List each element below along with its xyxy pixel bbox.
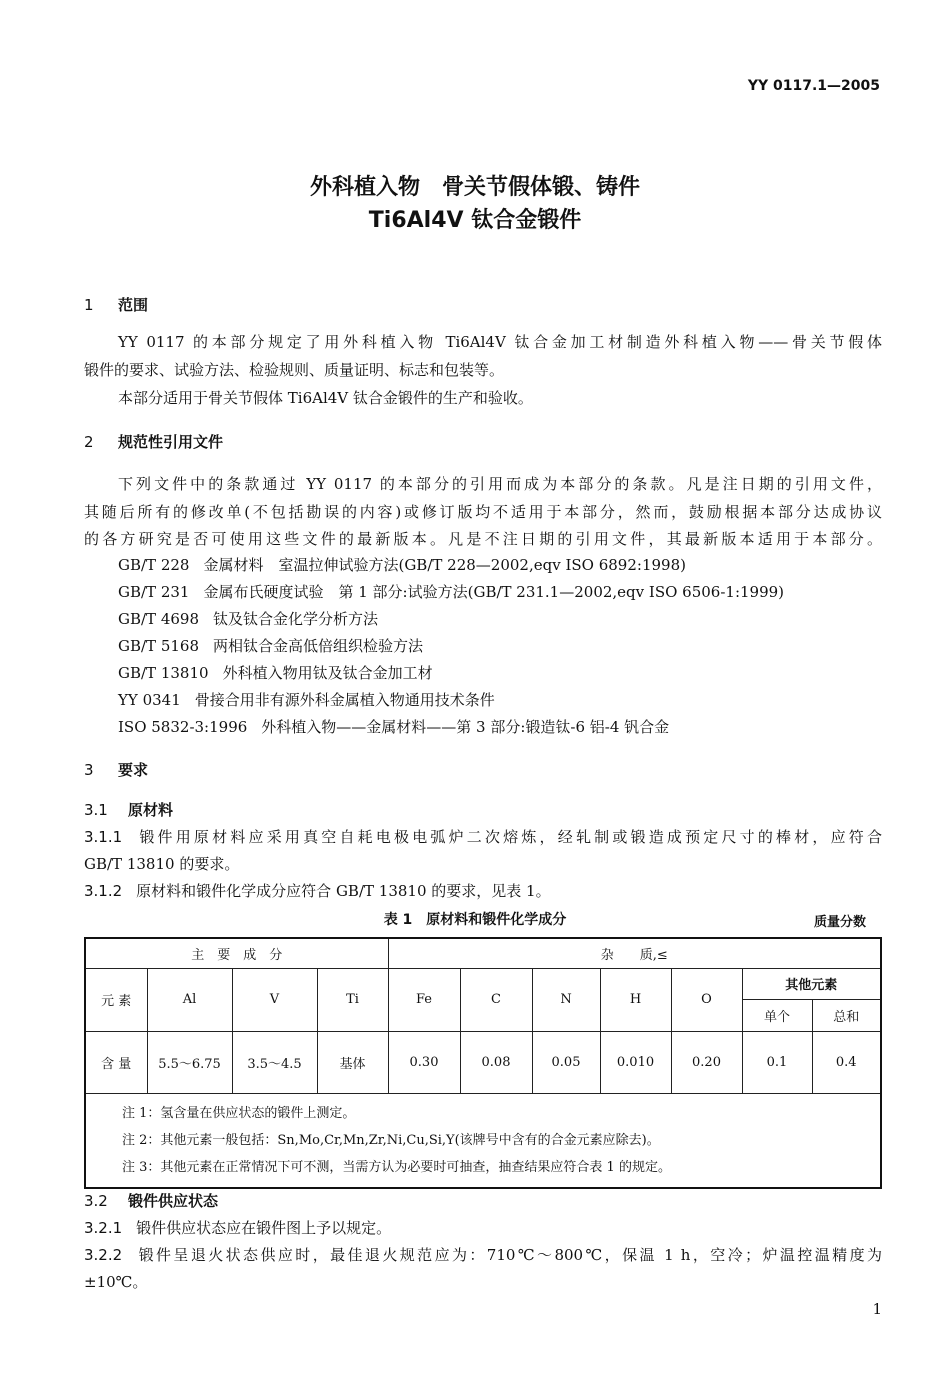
reference-item (118, 554, 686, 575)
reference-code: GB/T 5168 (118, 637, 200, 655)
table-note: 注 1：氢含量在供应状态的锻件上测定。 (122, 1105, 356, 1121)
paragraph-line: GB/T 13810 的要求。 (84, 855, 240, 873)
reference-code: GB/T 13810 (118, 664, 209, 682)
header-cell: Fe (388, 968, 460, 1031)
value-cell: 3.5～4.5 (232, 1031, 317, 1093)
header-cell: N (532, 968, 600, 1031)
section-number: 3.2 (84, 1192, 108, 1210)
standard-number: YY 0117.1—2005 (747, 78, 880, 94)
header-cell: Al (147, 968, 232, 1031)
clause-number: 3.1.2 (84, 882, 123, 900)
reference-title: 外科植入物——金属材料——第 3 部分:锻造钛-6 铝-4 钒合金 (261, 718, 670, 736)
paragraph-line: ±10℃。 (84, 1273, 148, 1291)
reference-code: GB/T 231 (118, 583, 190, 601)
clause-3-1-1 (84, 826, 882, 847)
document-title-line-1: 外科植入物 骨关节假体锻、铸件 (309, 175, 640, 200)
reference-code: ISO 5832-3:1996 (118, 718, 248, 736)
clause-number: 3.1.1 (84, 828, 123, 846)
paragraph-line: 的各方研究是否可使用这些文件的最新版本。凡是不注日期的引用文件，其最新版本适用于本部分。 (84, 530, 882, 548)
section-title: 锻件供应状态 (128, 1192, 219, 1210)
header-total: 总和 (812, 999, 881, 1031)
clause-text: 锻件供应状态应在锻件图上予以规定。 (136, 1219, 392, 1237)
value-cell: 基体 (317, 1031, 388, 1093)
reference-code: YY 0341 (118, 691, 181, 709)
reference-title: 外科植入物用钛及钛合金加工材 (222, 664, 433, 682)
reference-title: 金属材料 室温拉伸试验方法(GB/T 228—2002,eqv ISO 6892:1998) (203, 556, 686, 574)
clause-number: 3.2.1 (84, 1219, 123, 1237)
section-title: 范围 (118, 296, 149, 314)
table-unit: 质量分数 (813, 915, 866, 930)
value-cell: 0.05 (532, 1031, 600, 1093)
clause-text: 锻件呈退火状态供应时，最佳退火规范应为：710℃～800℃，保温 1 h，空冷；炉温控温精度为 (136, 1246, 882, 1264)
reference-title: 两相钛合金高低倍组织检验方法 (213, 637, 424, 655)
value-cell: 0.30 (388, 1031, 460, 1093)
reference-title: 骨接合用非有源外科金属植入物通用技术条件 (194, 691, 495, 709)
row-label-element: 元 素 (85, 968, 147, 1031)
reference-item (118, 689, 495, 710)
value-cell: 0.1 (742, 1031, 812, 1093)
reference-code: GB/T 4698 (118, 610, 200, 628)
reference-title: 金属布氏硬度试验 第 1 部分:试验方法(GB/T 231.1—2002,eqv ISO 6506-1:1999) (203, 583, 785, 601)
value-cell: 0.08 (460, 1031, 532, 1093)
header-cell: Ti (317, 968, 388, 1031)
value-cell: 0.20 (671, 1031, 742, 1093)
section-2-heading (84, 431, 223, 452)
clause-text: 原材料和锻件化学成分应符合 GB/T 13810 的要求，见表 1。 (136, 882, 551, 900)
section-number: 2 (84, 433, 94, 451)
header-cell: O (671, 968, 742, 1031)
section-number: 3 (84, 761, 94, 779)
reference-item (118, 662, 433, 683)
reference-item (118, 581, 784, 602)
header-cell: H (600, 968, 671, 1031)
reference-item (118, 608, 378, 629)
section-title: 规范性引用文件 (118, 433, 224, 451)
clause-3-1-2 (84, 880, 551, 901)
table-notes (85, 1093, 881, 1188)
clause-3-2-1 (84, 1217, 391, 1238)
reference-title: 钛及钛合金化学分析方法 (213, 610, 379, 628)
paragraph-line: 本部分适用于骨关节假体 Ti6Al4V 钛合金锻件的生产和验收。 (118, 389, 533, 407)
reference-item (118, 716, 669, 737)
row-label-content: 含 量 (85, 1031, 147, 1093)
section-title: 要求 (118, 761, 149, 779)
group-impurities: 杂 质,≤ (388, 938, 881, 968)
clause-number: 3.2.2 (84, 1246, 123, 1264)
document-title-line-2: Ti6Al4V 钛合金锻件 (368, 208, 582, 233)
header-cell: V (232, 968, 317, 1031)
paragraph-line: 其随后所有的修改单(不包括勘误的内容)或修订版均不适用于本部分，然而，鼓励根据本部分达成协议 (84, 503, 882, 521)
value-cell: 0.010 (600, 1031, 671, 1093)
reference-item (118, 635, 423, 656)
paragraph-line: 下列文件中的条款通过 YY 0117 的本部分的引用而成为本部分的条款。凡是注日期的引用文件， (118, 475, 882, 493)
header-single: 单个 (742, 999, 812, 1031)
value-cell: 0.4 (812, 1031, 881, 1093)
section-3-2-heading (84, 1190, 218, 1211)
section-1-heading (84, 294, 148, 315)
section-number: 3.1 (84, 801, 108, 819)
reference-code: GB/T 228 (118, 556, 190, 574)
page-number: 1 (872, 1300, 882, 1318)
paragraph-line: YY 0117 的本部分规定了用外科植入物 Ti6Al4V 钛合金加工材制造外科植入物——骨关节假体 (118, 333, 882, 351)
table-note: 注 3：其他元素在正常情况下可不测，当需方认为必要时可抽查，抽查结果应符合表 1 的规定。 (122, 1159, 671, 1175)
section-title: 原材料 (128, 801, 174, 819)
section-3-heading (84, 759, 148, 780)
composition-table (84, 937, 882, 1189)
paragraph-line: 锻件的要求、试验方法、检验规则、质量证明、标志和包装等。 (84, 361, 505, 379)
header-cell: C (460, 968, 532, 1031)
section-3-1-heading (84, 799, 173, 820)
section-number: 1 (84, 296, 94, 314)
table-note: 注 2：其他元素一般包括：Sn,Mo,Cr,Mn,Zr,Ni,Cu,Si,Y(该牌号中含有的合金元素应除去)。 (122, 1132, 660, 1148)
table-caption: 表 1 原材料和锻件化学成分 (383, 912, 567, 928)
value-cell: 5.5～6.75 (147, 1031, 232, 1093)
clause-text: 锻件用原材料应采用真空自耗电极电弧炉二次熔炼，经轧制或锻造成预定尺寸的棒材，应符合 (136, 828, 882, 846)
header-other-elements: 其他元素 (742, 968, 881, 999)
clause-3-2-2 (84, 1244, 882, 1265)
group-main-components: 主 要 成 分 (85, 938, 388, 968)
